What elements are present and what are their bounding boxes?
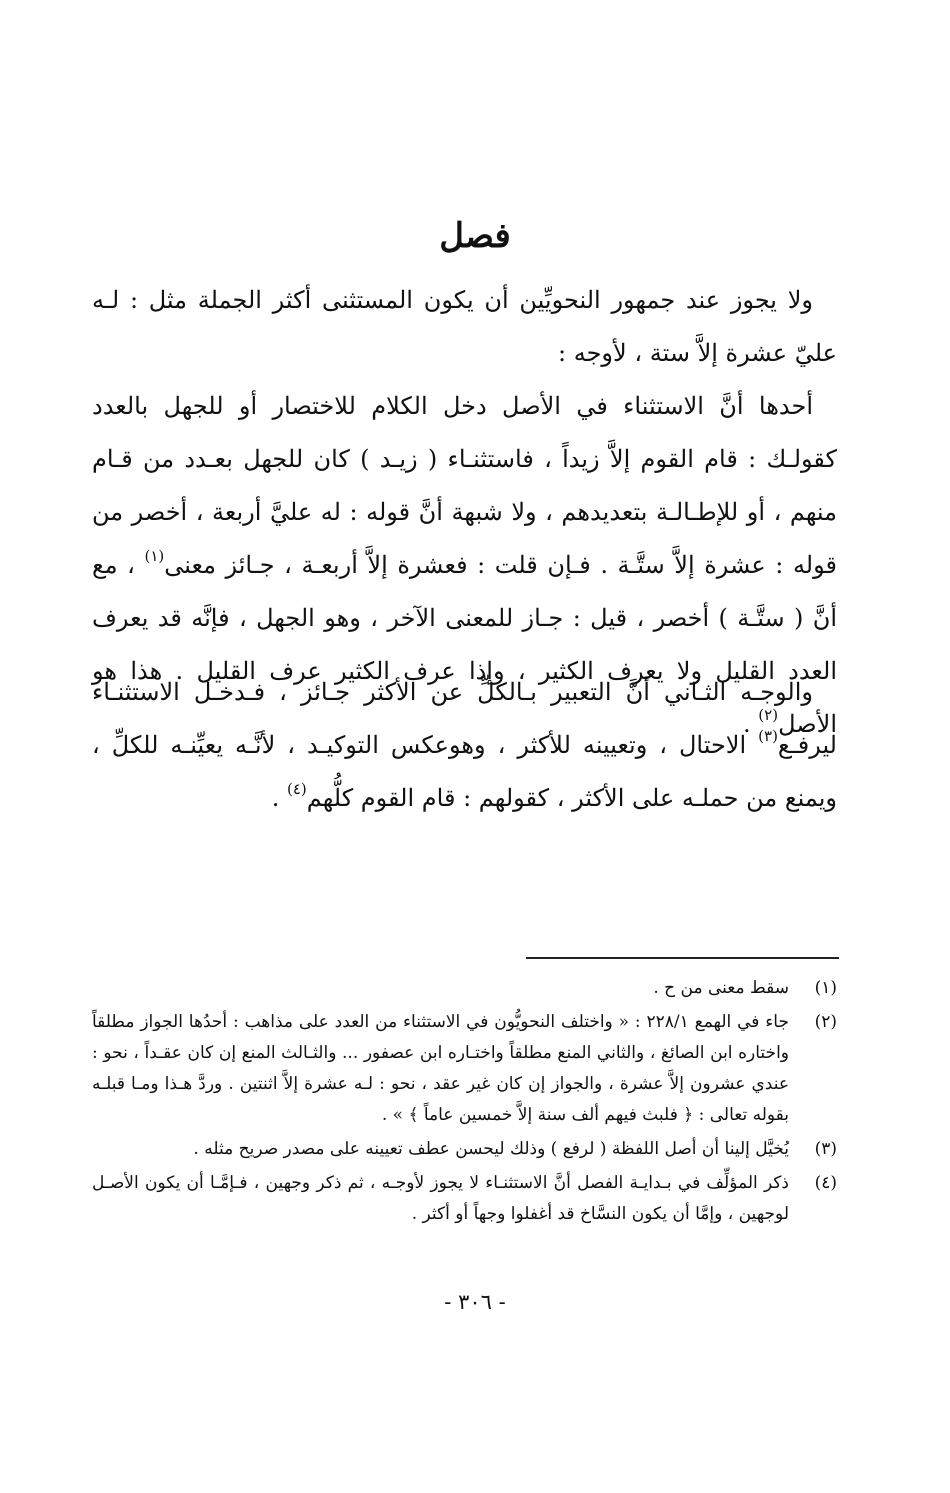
footnote-3 xyxy=(92,1134,837,1165)
footnote-2 xyxy=(92,1007,837,1131)
footnote-separator xyxy=(526,957,839,959)
paragraph-first-reason-text-a: أحدها أنَّ الاستثناء في الأصل دخل الكلام للاختصار أو للجهل بالعدد كقولـك : قام القوم إلاَّ زيداً ، فاستثنـاء ( زيـد ) كان للجهل بعـدد من قـام منهم ، أو للإطـالـة بتعديدهم ، ولا شبهة أنَّ قوله : له عليَّ أربعة ، أخصر من قوله : عشرة إلاَّ ستَّـة . فـإن قلت : فعشرة إلاَّ أربعـة ، جـائز معنى xyxy=(92,392,837,579)
footnote-ref-2[interactable]: (٢) xyxy=(758,706,779,724)
footnote-text: يُخيَّل إلينا أن أصل اللفظة ( لرفع ) وذلك ليحسن عطف تعيينه على مصدر صريح مثله . xyxy=(193,1139,789,1159)
paragraph-second-reason-text-c: . xyxy=(271,784,287,812)
footnote-number: (٤) xyxy=(814,1173,837,1193)
footnote-1 xyxy=(92,973,837,1004)
footnote-number: (٣) xyxy=(814,1139,837,1159)
paragraph-second-reason xyxy=(92,666,837,825)
paragraph-intro xyxy=(92,274,837,380)
footnote-number: (١) xyxy=(814,978,837,998)
page-number: - ٣٠٦ - xyxy=(444,1290,506,1314)
section-heading: فصل xyxy=(439,216,511,256)
footnote-ref-1[interactable]: (١) xyxy=(144,547,165,565)
paragraph-intro-text: ولا يجوز عند جمهور النحويِّين أن يكون المستثنى أكثر الجملة مثل : لـه عليّ عشرة إلاَّ ستة ، لأوجه : xyxy=(92,286,837,367)
footnotes-section xyxy=(92,973,837,1233)
footnote-ref-4[interactable]: (٤) xyxy=(286,780,307,798)
footnote-text: ذكر المؤلِّف في بـدايـة الفصل أنَّ الاستثنـاء لا يجوز لأوجـه ، ثم ذكر وجهين ، فـإمَّـا أن يكون الأصـل لوجهين ، وإمَّا أن يكون النسَّاخ قد أغفلوا وجهاً أو أكثر . xyxy=(92,1173,789,1224)
footnote-text: سقط معنى من ح . xyxy=(653,978,789,998)
footnote-text: جاء في الهمع ٢٢٨/١ : « واختلف النحويُّون في الاستثناء من العدد على مذاهب : أحدُها الجواز مطلقاً واختاره ابن الصائغ ، والثاني المنع مطلقاً واختـاره ابن عصفور ... والثـالث المنع إن كان عقـداً ، نحو : عندي عشرون إلاَّ عشرة ، والجواز إن كان غير عقد ، نحو : لـه عشرة إلاَّ اثنتين . وردَّ هـذا ومـا قبلـه بقوله تعالى : ﴿ فلبث فيهم ألف سنة إلاَّ خمسين عاماً ﴾ » . xyxy=(92,1012,789,1125)
footnote-number: (٢) xyxy=(814,1012,837,1032)
paragraph-first-reason-text-c: . xyxy=(743,710,759,738)
footnote-ref-3[interactable]: (٣) xyxy=(758,727,778,745)
paragraph-first-reason-text-b: ، مع أنَّ ( ستَّـة ) أخصر ، قيل : جـاز للمعنى الآخر ، وهو الجهل ، فإنَّه قد يعرف العدد القليل ولا يعرف الكثير ، وإذا عرف الكثير عرف القليل . هذا هو الأصل xyxy=(92,551,838,738)
footnote-4 xyxy=(92,1168,837,1230)
paragraph-second-reason-text-b: الاحتال ، وتعيينه للأكثر ، وهوعكس التوكيـد ، لأنَّـه يعيِّنـه للكلِّ ، ويمنع من حملـه على الأكثر ، كقولهم : قام القوم كلُّهم xyxy=(92,731,837,812)
paragraph-second-reason-text-a: والوجـه الثـاني أنَّ التعبير بـالكلِّ عن الأكثر جـائز ، فـدخـل الاستثنـاء ليرفـع xyxy=(92,678,837,759)
